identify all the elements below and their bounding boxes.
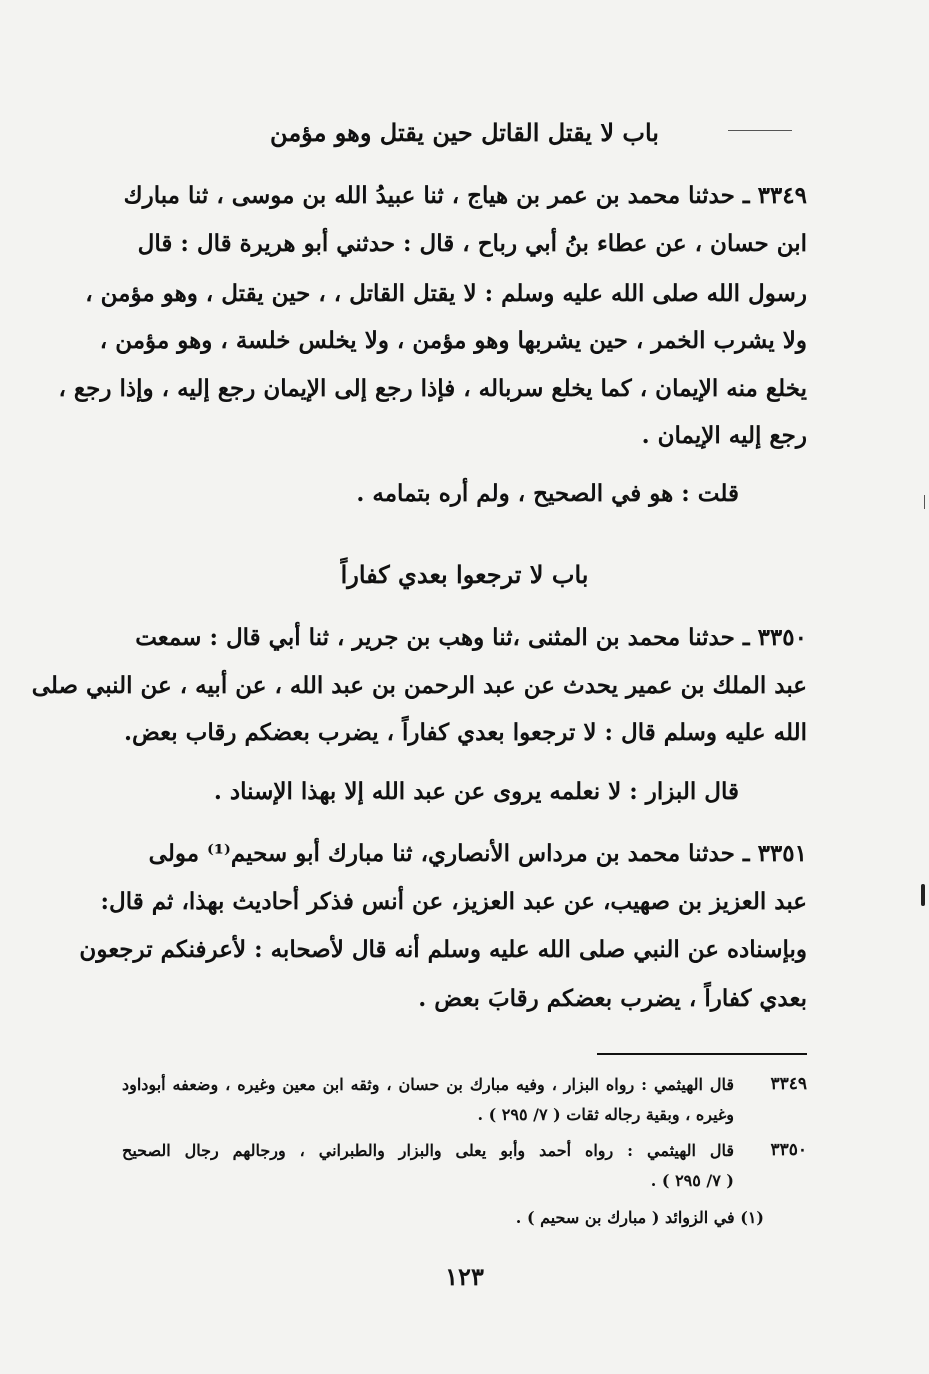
text-line: ولا يشرب الخمر ، حين يشربها وهو مؤمن ، ولا يخلس خلسة ، وهو مؤمن ،	[99, 327, 807, 354]
text-line: ٣٣٥١ ـ حدثنا محمد بن مرداس الأنصاري، ثنا مبارك أبو سحيم⁽¹⁾ مولى	[148, 840, 807, 867]
footnote-line: قال الهيثمي : رواه البزار ، وفيه مبارك بن حسان ، وثقه ابن معين وغيره ، وضعفه أبوداود	[122, 1075, 734, 1094]
footnote-number: ٣٣٤٩	[770, 1074, 807, 1094]
text-line: وبإسناده عن النبي صلى الله عليه وسلم أنه قال لأصحابه : لأعرفنكم ترجعون	[79, 936, 807, 963]
text-line: ٣٣٤٩ ـ حدثنا محمد بن عمر بن هياج ، ثنا عبيدُ الله بن موسى ، ثنا مبارك	[123, 182, 807, 209]
chapter-heading-2: باب لا ترجعوا بعدي كفاراً	[340, 560, 589, 589]
footnote-line: وغيره ، وبقية رجاله ثقات ( ٧/ ٢٩٥ ) .	[477, 1105, 734, 1124]
text-line: عبد الملك بن عمير يحدث عن عبد الرحمن بن عبد الله ، عن أبيه ، عن النبي صلى	[31, 672, 807, 699]
author-note: قلت : هو في الصحيح ، ولم أره بتمامه .	[356, 480, 739, 507]
footnote-line: قال الهيثمي : رواه أحمد وأبو يعلى والبزار والطبراني ، ورجالهم رجال الصحيح	[122, 1141, 734, 1160]
text-line: ابن حسان ، عن عطاء بنُ أبي رباح ، قال : حدثني أبو هريرة قال : قال	[137, 230, 807, 257]
text-line: ٣٣٥٠ ـ حدثنا محمد بن المثنى ،ثنا وهب بن جرير ، ثنا أبي قال : سمعت	[135, 624, 807, 651]
scan-artifact	[924, 495, 925, 509]
scan-artifact	[921, 884, 925, 906]
bazzar-note: قال البزار : لا نعلمه يروى عن عبد الله إلا بهذا الإسناد .	[213, 778, 739, 805]
text-line: بعدي كفاراً ، يضرب بعضكم رقابَ بعض .	[418, 985, 807, 1012]
text-line: عبد العزيز بن صهيب، عن عبد العزيز، عن أنس فذكر أحاديث بهذا، ثم قال:	[100, 888, 807, 915]
page-number: ١٢٣	[445, 1262, 484, 1291]
text-line: الله عليه وسلم قال : لا ترجعوا بعدي كفاراً ، يضرب بعضكم رقاب بعض.	[123, 719, 807, 746]
footnote-line: ( ٧/ ٢٩٥ ) .	[650, 1171, 734, 1190]
text-line: رجع إليه الإيمان .	[641, 422, 807, 449]
footnote-divider	[597, 1053, 807, 1055]
chapter-heading-1: باب لا يقتل القاتل حين يقتل وهو مؤمن	[270, 118, 659, 147]
scan-artifact	[728, 130, 792, 131]
footnote-line: (١) في الزوائد ( مبارك بن سحيم ) .	[515, 1208, 764, 1227]
text-line: رسول الله صلى الله عليه وسلم : لا يقتل القاتل ، ، حين يقتل ، وهو مؤمن ،	[85, 280, 807, 307]
footnote-number: ٣٣٥٠	[770, 1140, 807, 1160]
text-line: يخلع منه الإيمان ، كما يخلع سرباله ، فإذا رجع إلى الإيمان رجع إليه ، وإذا رجع ،	[58, 375, 807, 402]
